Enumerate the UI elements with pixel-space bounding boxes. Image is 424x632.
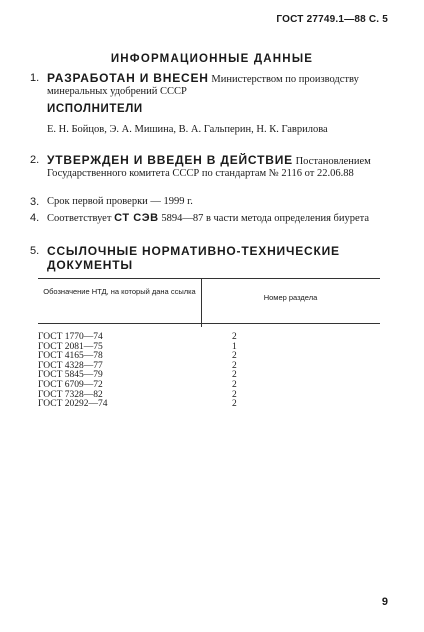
row-document: ГОСТ 6709—72 [38,379,103,390]
row-section: 2 [232,360,237,371]
row-document: ГОСТ 4328—77 [38,360,103,371]
item-text: Срок первой проверки — 1999 г. [47,196,193,207]
column-header-document: Обозначение НТД, на который дана ссылка [43,287,196,296]
column-divider [201,279,202,327]
item-text: Министерством по производству минеральных удобрений СССР [47,74,359,97]
item-number: 4. [30,212,40,224]
info-item-3 [30,196,388,208]
item-lead: РАЗРАБОТАН И ВНЕСЕН [47,71,209,85]
item-text: Постановлением Государственного комитета СССР по стандартам № 2116 от 22.06.88 [47,156,371,179]
table-row [38,400,380,410]
table-header [38,278,380,324]
row-document: ГОСТ 7328—82 [38,389,103,400]
row-section: 1 [232,341,237,352]
page-number: 9 [381,596,388,608]
section-title: ИНФОРМАЦИОННЫЕ ДАННЫЕ [110,53,314,65]
item-bold: СТ СЭВ [114,212,159,224]
item-number: 2. [30,154,40,166]
executors-heading: ИСПОЛНИТЕЛИ [47,103,143,115]
row-document: ГОСТ 2081—75 [38,341,103,352]
info-item-5 [30,245,388,273]
row-document: ГОСТ 5845—79 [38,370,103,381]
item-number: 3. [30,196,40,208]
item-lead: ССЫЛОЧНЫЕ НОРМАТИВНО-ТЕХНИЧЕСКИЕ ДОКУМЕНТЫ [47,244,340,272]
item-text: 5894—87 в части метода определения биурета [158,213,370,224]
table-body [38,333,380,410]
executors-names: Е. Н. Бойцов, Э. А. Мишина, В. А. Гальперин, Н. К. Гаврилова [47,124,328,135]
row-document: ГОСТ 1770—74 [38,332,103,342]
row-section: 2 [232,379,237,390]
info-item-1 [30,72,388,98]
item-number: 1. [30,72,40,84]
column-header-section: Номер раздела [263,293,318,302]
item-lead: УТВЕРЖДЕН И ВВЕДЕН В ДЕЙСТВИЕ [47,153,293,167]
running-header: ГОСТ 27749.1—88 С. 5 [276,14,388,25]
reference-table [38,278,380,410]
row-section: 2 [232,399,237,410]
row-section: 2 [232,332,237,342]
row-document: ГОСТ 20292—74 [38,399,108,410]
row-document: ГОСТ 4165—78 [38,351,103,362]
info-item-2 [30,154,388,180]
row-section: 2 [232,370,237,381]
row-section: 2 [232,351,237,362]
item-number: 5. [30,245,40,257]
item-text: Соответствует [47,213,115,224]
info-item-4 [30,212,388,225]
row-section: 2 [232,389,237,400]
